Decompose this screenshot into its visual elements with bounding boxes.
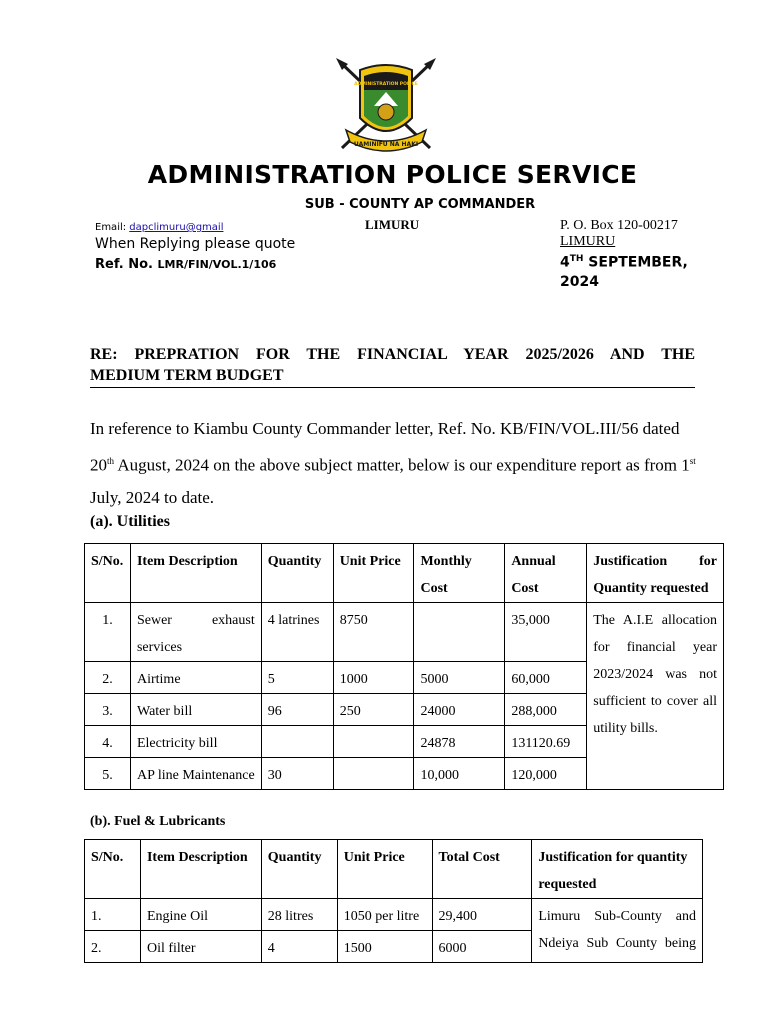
- date-rest: SEPTEMBER, 2024: [560, 254, 688, 290]
- cell-unit-price: [333, 758, 414, 790]
- email-label: Email:: [95, 222, 130, 233]
- cell-monthly-cost: 24878: [414, 726, 505, 758]
- cell-monthly-cost: 5000: [414, 662, 505, 694]
- cell-quantity: [261, 726, 333, 758]
- crest-logo: [330, 56, 442, 160]
- cell-item: Engine Oil: [140, 899, 261, 931]
- table-header-row: [85, 544, 724, 603]
- svg-text:ADMINISTRATION POLICE: ADMINISTRATION POLICE: [354, 82, 418, 87]
- fuel-heading: (b). Fuel & Lubricants: [90, 814, 226, 829]
- intro-text-1: In reference to Kiambu County Commander letter, Ref. No. KB/FIN/VOL.III/56 dated 20: [90, 419, 680, 475]
- reply-note: When Replying please quote: [95, 236, 296, 252]
- col-header-sno: S/No.: [85, 840, 141, 899]
- col-header-monthly-cost: Monthly Cost: [414, 544, 505, 603]
- cell-unit-price: 1000: [333, 662, 414, 694]
- col-header-total-cost: Total Cost: [432, 840, 532, 899]
- cell-item: Water bill: [130, 694, 261, 726]
- cell-sno: 1.: [85, 603, 131, 662]
- cell-total-cost: 29,400: [432, 899, 532, 931]
- cell-sno: 2.: [85, 662, 131, 694]
- email-link[interactable]: dapclimuru@gmail: [129, 222, 224, 233]
- letter-date: [560, 250, 720, 292]
- cell-annual-cost: 131120.69: [505, 726, 587, 758]
- cell-item: Electricity bill: [130, 726, 261, 758]
- cell-unit-price: [333, 726, 414, 758]
- town: LIMURU: [560, 234, 616, 249]
- cell-quantity: 5: [261, 662, 333, 694]
- col-header-unit-price: Unit Price: [333, 544, 414, 603]
- cell-item: Oil filter: [140, 931, 261, 963]
- cell-item: AP line Maintenance: [130, 758, 261, 790]
- cell-unit-price: 1500: [337, 931, 432, 963]
- intro-text-2: August, 2024 on the above subject matter, below is our expenditure report as from 1: [114, 455, 690, 475]
- col-header-item: Item Description: [130, 544, 261, 603]
- org-title: ADMINISTRATION POLICE SERVICE: [147, 160, 638, 189]
- col-header-justification: Justification for Quantity requested: [587, 544, 724, 603]
- cell-sno: 2.: [85, 931, 141, 963]
- cell-justification: The A.I.E allocation for financial year 2023/2024 was not sufficient to cover all utility bills.: [587, 603, 724, 790]
- date-day: 4: [560, 254, 570, 271]
- cell-quantity: 4 latrines: [261, 603, 333, 662]
- cell-annual-cost: 60,000: [505, 662, 587, 694]
- utilities-heading: (a). Utilities: [90, 513, 170, 530]
- cell-quantity: 4: [261, 931, 337, 963]
- intro-sup-2: st: [689, 456, 696, 466]
- cell-quantity: 28 litres: [261, 899, 337, 931]
- subject-line-1: RE: PREPRATION FOR THE FINANCIAL YEAR 2025/2026 AND THE: [90, 346, 695, 363]
- cell-justification: Limuru Sub-County and Ndeiya Sub County being: [532, 899, 703, 963]
- cell-unit-price: 250: [333, 694, 414, 726]
- cell-sno: 3.: [85, 694, 131, 726]
- email-line: [95, 222, 223, 233]
- col-header-quantity: Quantity: [261, 840, 337, 899]
- cell-quantity: 96: [261, 694, 333, 726]
- col-header-quantity: Quantity: [261, 544, 333, 603]
- fuel-table: [84, 839, 703, 963]
- col-header-sno: S/No.: [85, 544, 131, 603]
- table-row: [85, 603, 724, 662]
- subject-line-2: MEDIUM TERM BUDGET: [90, 367, 284, 384]
- cell-sno: 5.: [85, 758, 131, 790]
- cell-monthly-cost: [414, 603, 505, 662]
- col-header-justification: Justification for quantity requested: [532, 840, 703, 899]
- cell-annual-cost: 120,000: [505, 758, 587, 790]
- cell-quantity: 30: [261, 758, 333, 790]
- cell-monthly-cost: 10,000: [414, 758, 505, 790]
- cell-annual-cost: 35,000: [505, 603, 587, 662]
- cell-unit-price: 8750: [333, 603, 414, 662]
- cell-unit-price: 1050 per litre: [337, 899, 432, 931]
- utilities-table: [84, 543, 724, 790]
- table-row: [85, 899, 703, 931]
- cell-annual-cost: 288,000: [505, 694, 587, 726]
- col-header-unit-price: Unit Price: [337, 840, 432, 899]
- sub-title: SUB - COUNTY AP COMMANDER: [304, 197, 536, 212]
- svg-text:UAMINIFU NA HAKI: UAMINIFU NA HAKI: [353, 141, 419, 148]
- subject-heading: [90, 344, 695, 388]
- date-suffix: TH: [569, 254, 584, 264]
- intro-text-3: July, 2024 to date.: [90, 487, 215, 507]
- cell-sno: 4.: [85, 726, 131, 758]
- intro-paragraph: [90, 413, 700, 514]
- ref-value: LMR/FIN/VOL.1/106: [157, 258, 277, 271]
- ref-label: Ref. No.: [95, 257, 158, 272]
- table-header-row: [85, 840, 703, 899]
- cell-total-cost: 6000: [432, 931, 532, 963]
- po-box: P. O. Box 120-00217: [560, 218, 678, 233]
- col-header-item: Item Description: [140, 840, 261, 899]
- reference-number: [95, 257, 276, 272]
- cell-sno: 1.: [85, 899, 141, 931]
- cell-monthly-cost: 24000: [414, 694, 505, 726]
- intro-sup-1: th: [107, 456, 115, 466]
- location-label: LIMURU: [365, 217, 420, 232]
- cell-item: Airtime: [130, 662, 261, 694]
- cell-item: Sewer exhaust services: [130, 603, 261, 662]
- col-header-annual-cost: Annual Cost: [505, 544, 587, 603]
